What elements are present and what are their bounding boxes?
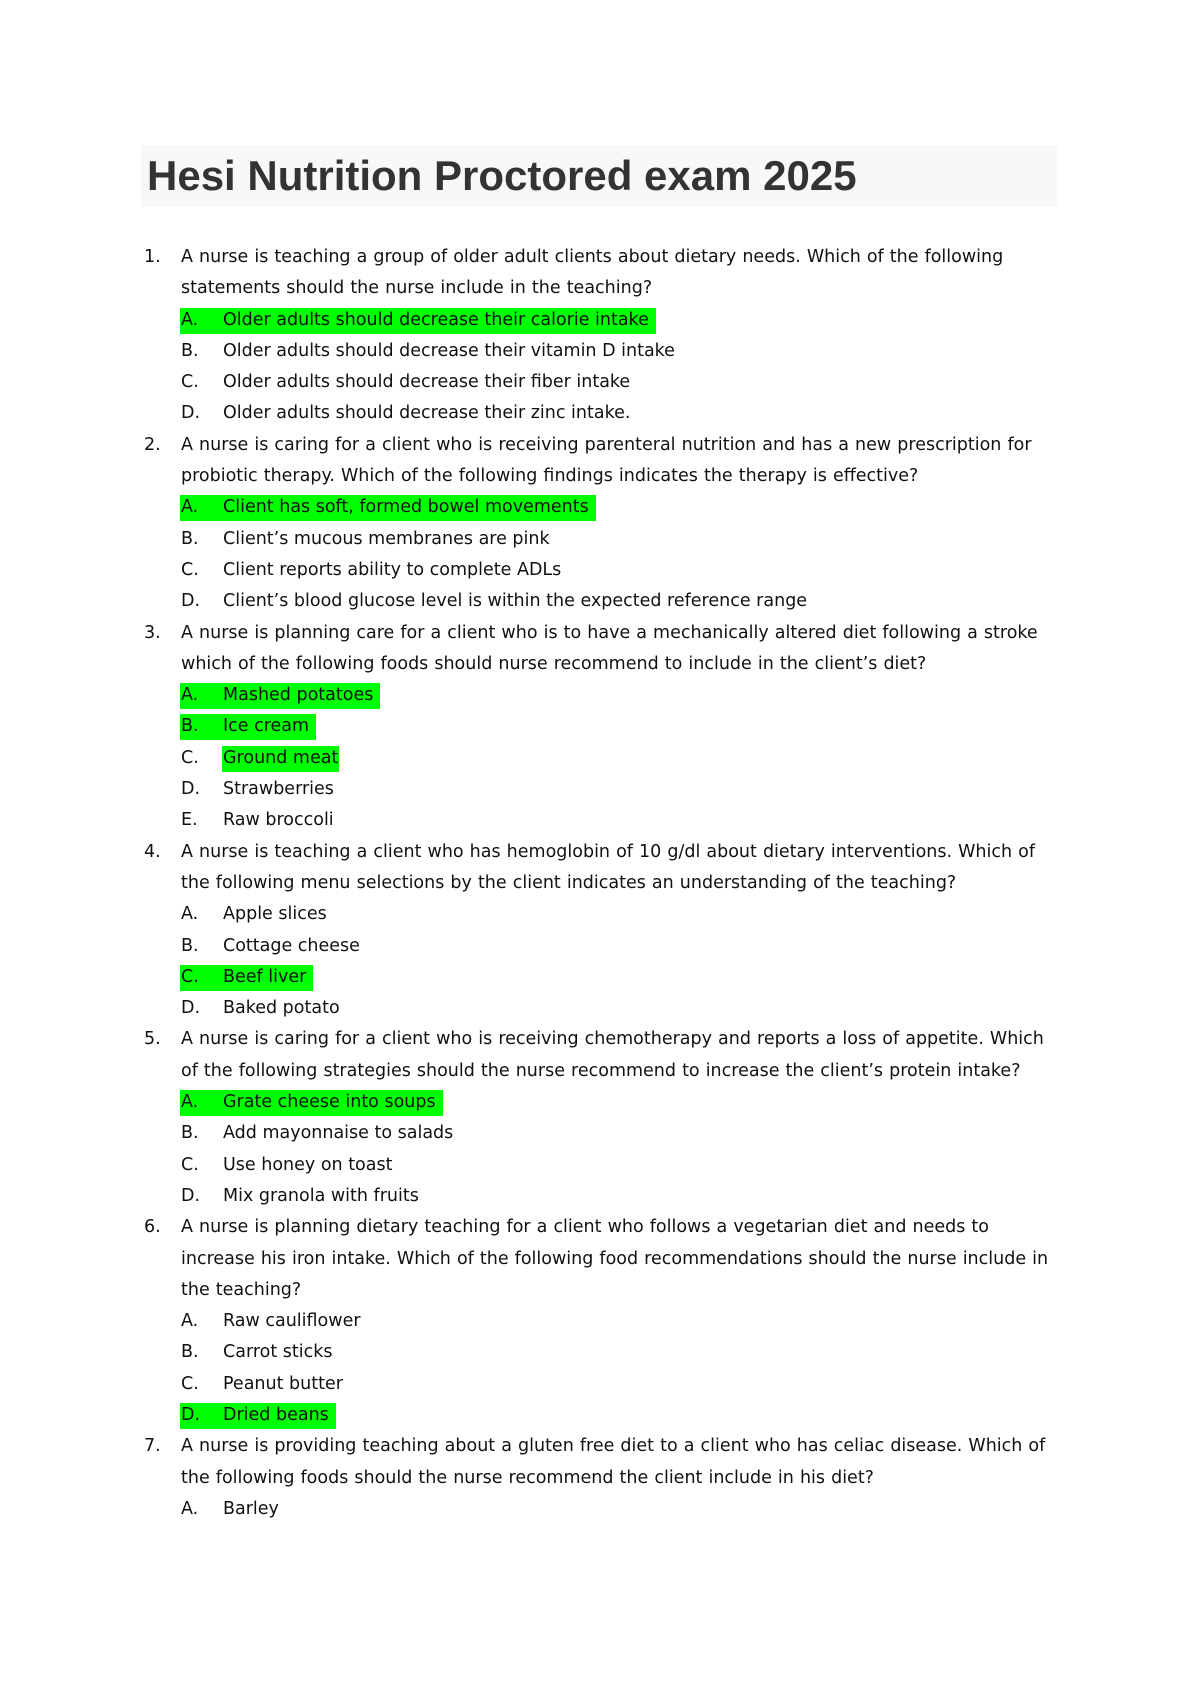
question-text: A nurse is caring for a client who is receiving chemotherapy and reports a loss of appetite. Which of the following strategies should the nurse recommend to increase the client’s protein intake?: [181, 1029, 1044, 1081]
answer-option: [141, 1400, 1061, 1431]
option-letter: A.: [181, 1498, 199, 1519]
option-letter: A.: [181, 1092, 199, 1113]
option-text: Older adults should decrease their zinc intake.: [223, 403, 631, 424]
question-number: 3.: [144, 622, 161, 643]
answer-option: [141, 305, 1061, 336]
option-letter: D.: [181, 591, 201, 612]
answer-option: [141, 524, 1061, 555]
question-text: A nurse is teaching a client who has hemoglobin of 10 g/dl about dietary interventions. Which of the following menu selections by the client indicates an understanding of the teaching?: [181, 841, 1036, 893]
option-letter: B.: [181, 528, 199, 549]
option-text: Ground meat: [223, 747, 339, 768]
option-list: [141, 1306, 1061, 1431]
option-text: Raw broccoli: [223, 810, 334, 831]
option-text: Ice cream: [223, 716, 310, 737]
option-list: [141, 1087, 1061, 1212]
option-letter: C.: [181, 559, 199, 580]
answer-option: [141, 492, 1061, 523]
option-list: [141, 899, 1061, 1024]
option-letter: C.: [181, 966, 199, 987]
answer-option: [141, 680, 1061, 711]
option-text: Raw cauliflower: [223, 1311, 361, 1332]
answer-option: [141, 1337, 1061, 1368]
question-number: 7.: [144, 1436, 161, 1457]
option-text: Add mayonnaise to salads: [223, 1123, 454, 1144]
answer-option: [141, 711, 1061, 742]
question-text: A nurse is teaching a group of older adult clients about dietary needs. Which of the following statements should the nurse include in the teaching?: [181, 247, 1004, 299]
option-letter: D.: [181, 1185, 201, 1206]
question-list: [141, 242, 1061, 1525]
option-text: Carrot sticks: [223, 1342, 333, 1363]
option-text: Client reports ability to complete ADLs: [223, 559, 562, 580]
option-text: Mix granola with fruits: [223, 1185, 419, 1206]
answer-option: [141, 899, 1061, 930]
option-letter: D.: [181, 1404, 201, 1425]
answer-option: [141, 367, 1061, 398]
option-text: Peanut butter: [223, 1373, 343, 1394]
answer-option: [141, 1150, 1061, 1181]
title-banner: [141, 145, 1057, 207]
question-text: A nurse is planning dietary teaching for a client who follows a vegetarian diet and needs to increase his iron intake. Which of the following food recommendations should the nurse include in the teaching?: [181, 1217, 1049, 1300]
option-letter: A.: [181, 685, 199, 706]
answer-option: [141, 1087, 1061, 1118]
option-letter: A.: [181, 309, 199, 330]
option-text: Older adults should decrease their fiber intake: [223, 372, 631, 393]
option-letter: C.: [181, 1154, 199, 1175]
answer-option: [141, 962, 1061, 993]
question-number: 2.: [144, 434, 161, 455]
option-text: Client’s mucous membranes are pink: [223, 528, 550, 549]
option-letter: B.: [181, 1123, 199, 1144]
option-letter: B.: [181, 716, 199, 737]
option-text: Dried beans: [223, 1404, 329, 1425]
option-text: Beef liver: [223, 966, 307, 987]
question-item: [141, 430, 1061, 618]
option-letter: C.: [181, 747, 199, 768]
option-text: Grate cheese into soups: [223, 1092, 436, 1113]
option-letter: A.: [181, 497, 199, 518]
question-number: 5.: [144, 1029, 161, 1050]
option-text: Strawberries: [223, 779, 334, 800]
option-text: Barley: [223, 1498, 279, 1519]
option-letter: A.: [181, 904, 199, 925]
option-text: Baked potato: [223, 998, 340, 1019]
answer-option: [141, 1118, 1061, 1149]
page-title: Hesi Nutrition Proctored exam 2025: [147, 152, 857, 199]
option-letter: D.: [181, 403, 201, 424]
option-letter: C.: [181, 372, 199, 393]
option-letter: D.: [181, 998, 201, 1019]
option-letter: B.: [181, 1342, 199, 1363]
option-text: Older adults should decrease their vitamin D intake: [223, 340, 675, 361]
option-list: [141, 680, 1061, 836]
answer-option: [141, 555, 1061, 586]
option-text: Older adults should decrease their calorie intake: [223, 309, 649, 330]
question-item: [141, 242, 1061, 430]
option-text: Apple slices: [223, 904, 327, 925]
question-item: [141, 837, 1061, 1025]
option-letter: B.: [181, 340, 199, 361]
option-list: [141, 305, 1061, 430]
question-text: A nurse is planning care for a client who is to have a mechanically altered diet following a stroke which of the following foods should nurse recommend to include in the client’s diet?: [181, 622, 1038, 674]
answer-option: [141, 336, 1061, 367]
answer-option: [141, 931, 1061, 962]
answer-option: [141, 743, 1061, 774]
answer-option: [141, 993, 1061, 1024]
answer-option: [141, 805, 1061, 836]
option-letter: C.: [181, 1373, 199, 1394]
option-text: Cottage cheese: [223, 935, 360, 956]
option-letter: D.: [181, 779, 201, 800]
option-letter: E.: [181, 810, 198, 831]
question-text: A nurse is providing teaching about a gluten free diet to a client who has celiac disease. Which of the following foods should the nurse recommend the client include in his diet?: [181, 1436, 1046, 1488]
option-text: Client’s blood glucose level is within the expected reference range: [223, 591, 808, 612]
question-number: 6.: [144, 1217, 161, 1238]
question-item: [141, 1431, 1061, 1525]
answer-option: [141, 1494, 1061, 1525]
answer-option: [141, 1306, 1061, 1337]
option-letter: B.: [181, 935, 199, 956]
option-text: Client has soft, formed bowel movements: [223, 497, 589, 518]
option-text: Mashed potatoes: [223, 685, 374, 706]
answer-option: [141, 398, 1061, 429]
question-item: [141, 1212, 1061, 1431]
question-number: 4.: [144, 841, 161, 862]
answer-option: [141, 1369, 1061, 1400]
option-letter: A.: [181, 1311, 199, 1332]
question-item: [141, 618, 1061, 837]
answer-option: [141, 774, 1061, 805]
option-list: [141, 492, 1061, 617]
question-item: [141, 1024, 1061, 1212]
option-text: Use honey on toast: [223, 1154, 393, 1175]
answer-option: [141, 586, 1061, 617]
option-list: [141, 1494, 1061, 1525]
question-text: A nurse is caring for a client who is receiving parenteral nutrition and has a new prescription for probiotic therapy. Which of the following findings indicates the therapy is effective?: [181, 434, 1032, 487]
answer-option: [141, 1181, 1061, 1212]
question-number: 1.: [144, 247, 161, 267]
